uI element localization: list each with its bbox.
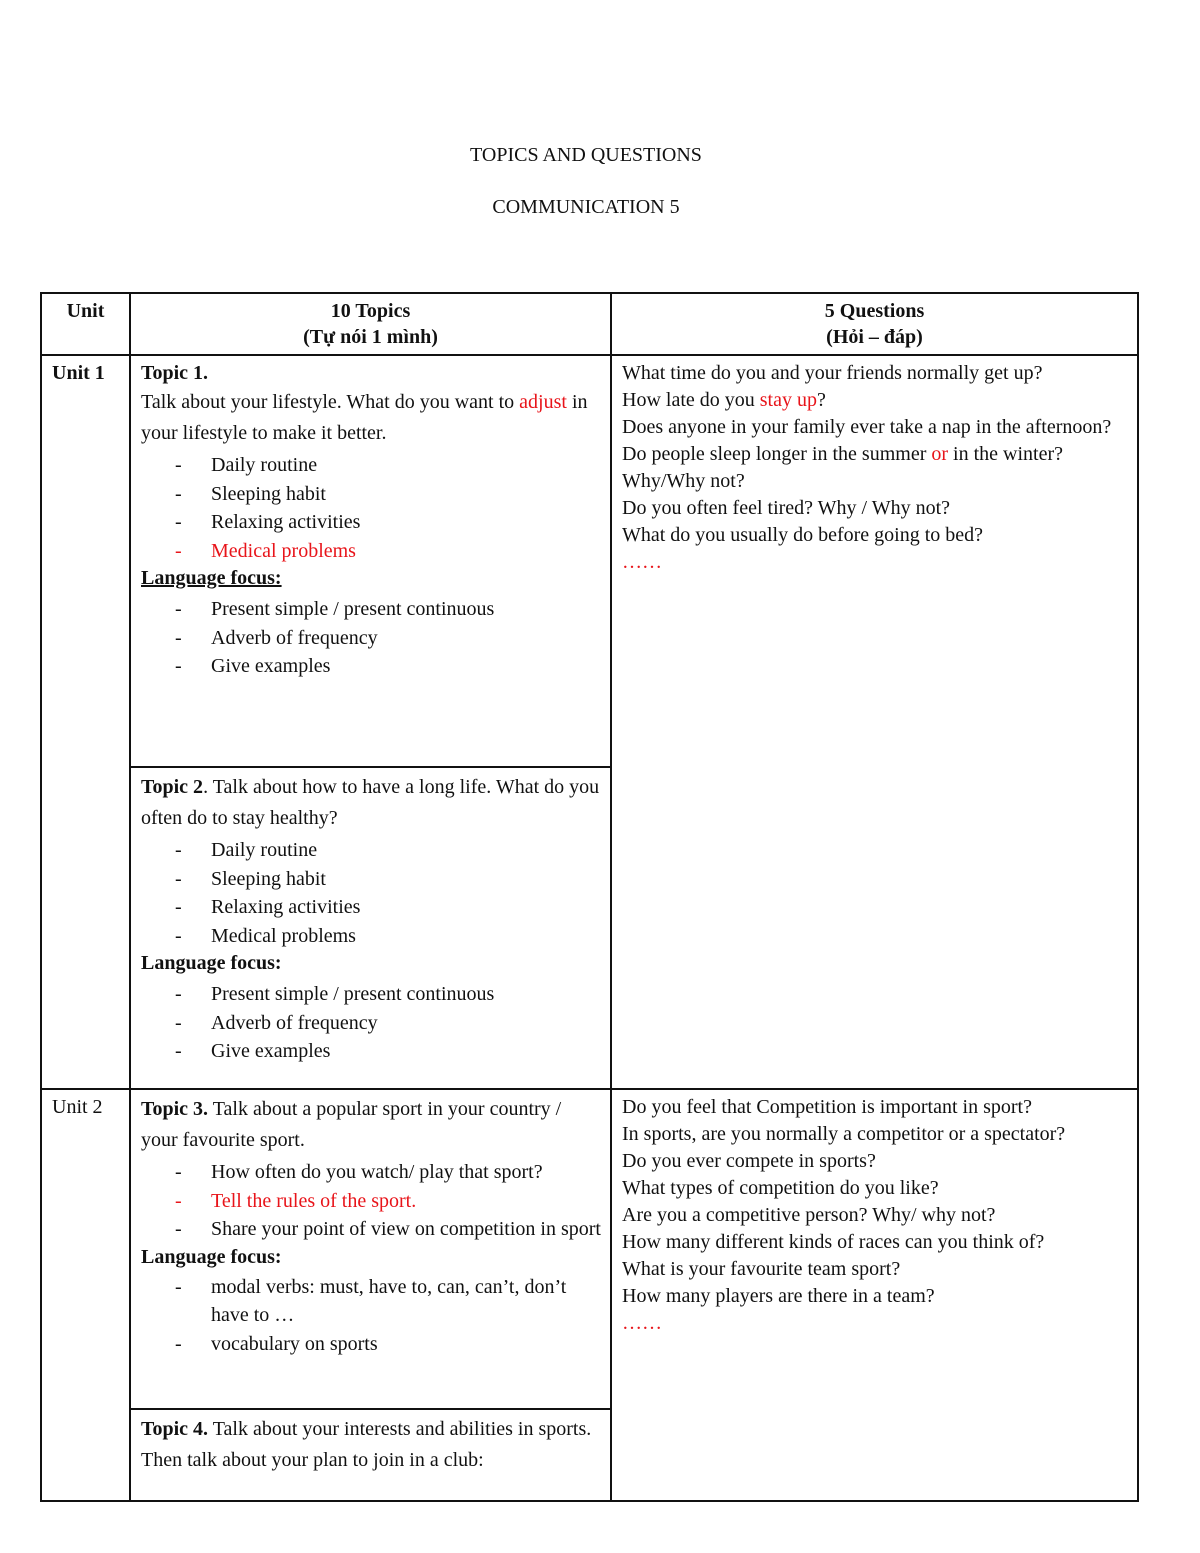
question: How late do you stay up?: [622, 389, 826, 411]
topic-heading: Topic 3.: [141, 1098, 209, 1120]
list-item: - Present simple / present continuous: [175, 980, 602, 1009]
topic-description: Topic 3. Talk about a popular sport in your country / your favourite sport.: [141, 1098, 562, 1151]
list-item: - How often do you watch/ play that sport?: [175, 1158, 602, 1187]
more-questions: ……: [622, 1312, 662, 1334]
language-focus-label: Language focus:: [141, 952, 282, 974]
question: Do you often feel tired? Why / Why not?: [622, 497, 951, 519]
list-item: - Daily routine: [175, 836, 602, 865]
language-focus-label: Language focus:: [141, 1245, 282, 1268]
table-row: [41, 1089, 1138, 1409]
question: What types of competition do you like?: [622, 1177, 939, 1199]
list-item: - vocabulary on sports: [175, 1330, 602, 1359]
question: Do people sleep longer in the summer or in the winter? Why/Why not?: [622, 443, 1064, 492]
list-item: - Tell the rules of the sport.: [175, 1187, 602, 1216]
list-item: - Present simple / present continuous: [175, 595, 602, 624]
question: How many players are there in a team?: [622, 1285, 935, 1307]
language-focus-list: [141, 595, 602, 681]
question: In sports, are you normally a competitor or a spectator?: [622, 1123, 1066, 1145]
topic-cell: [130, 767, 611, 1089]
list-item: - Give examples: [175, 1037, 602, 1066]
highlight-word: adjust: [519, 391, 567, 413]
question: What do you usually do before going to bed?: [622, 524, 984, 546]
question: Do you feel that Competition is important in sport?: [622, 1096, 1032, 1118]
questions-cell: [611, 1089, 1138, 1501]
question: How many different kinds of races can you think of?: [622, 1231, 1045, 1253]
questions-header-note: (Hỏi – đáp): [826, 326, 923, 348]
list-item: - Sleeping habit: [175, 865, 602, 894]
topic-heading: Topic 1.: [141, 362, 209, 384]
topic-description: Topic 4. Talk about your interests and abilities in sports. Then talk about your plan to join in a club:: [141, 1418, 592, 1471]
list-item: - Relaxing activities: [175, 508, 602, 537]
list-item: - modal verbs: must, have to, can, can’t, don’t have to …: [175, 1273, 602, 1330]
topic-description: Talk about your lifestyle. What do you want to adjust in your lifestyle to make it better.: [141, 391, 588, 444]
questions-header-title: 5 Questions: [824, 300, 925, 322]
topics-header-note: (Tự nói 1 mình): [303, 326, 438, 348]
page-title: TOPICS AND QUESTIONS: [470, 144, 702, 166]
topic-bullets: [141, 451, 602, 565]
table-row: [41, 355, 1138, 767]
list-item: - Relaxing activities: [175, 893, 602, 922]
questions-header: [611, 293, 1138, 355]
unit-header: Unit: [41, 293, 130, 355]
unit-label: Unit 2: [41, 1089, 130, 1501]
list-item: - Daily routine: [175, 451, 602, 480]
page-subtitle: COMMUNICATION 5: [492, 196, 680, 218]
question: Are you a competitive person? Why/ why not?: [622, 1204, 996, 1226]
list-item: - Medical problems: [175, 537, 602, 566]
question: Do you ever compete in sports?: [622, 1150, 876, 1172]
question: What is your favourite team sport?: [622, 1258, 901, 1280]
topic-heading: Topic 4.: [141, 1418, 209, 1440]
topics-header-title: 10 Topics: [330, 300, 411, 322]
topic-heading: Topic 2: [141, 776, 204, 798]
question: Does anyone in your family ever take a nap in the afternoon?: [622, 416, 1112, 438]
topic-description: Topic 2. Talk about how to have a long life. What do you often do to stay healthy?: [141, 776, 600, 829]
list-item: - Give examples: [175, 652, 602, 681]
topics-table: [40, 292, 1139, 1502]
header-row: [41, 293, 1138, 355]
list-item: - Sleeping habit: [175, 480, 602, 509]
list-item: - Adverb of frequency: [175, 624, 602, 653]
language-focus-list: [141, 1273, 602, 1359]
question: What time do you and your friends normally get up?: [622, 362, 1043, 384]
topic-cell: [130, 1409, 611, 1501]
language-focus-label: Language focus:: [141, 567, 282, 589]
topic-cell: [130, 1089, 611, 1409]
questions-cell: [611, 355, 1138, 1089]
topics-header: [130, 293, 611, 355]
more-questions: ……: [622, 551, 662, 573]
list-item: - Adverb of frequency: [175, 1009, 602, 1038]
topic-cell: [130, 355, 611, 767]
topic-bullets: [141, 836, 602, 950]
language-focus-list: [141, 980, 602, 1066]
list-item: - Share your point of view on competition in sport: [175, 1215, 602, 1244]
unit-label: Unit 1: [41, 355, 130, 1089]
topic-bullets: [141, 1158, 602, 1244]
list-item: - Medical problems: [175, 922, 602, 951]
